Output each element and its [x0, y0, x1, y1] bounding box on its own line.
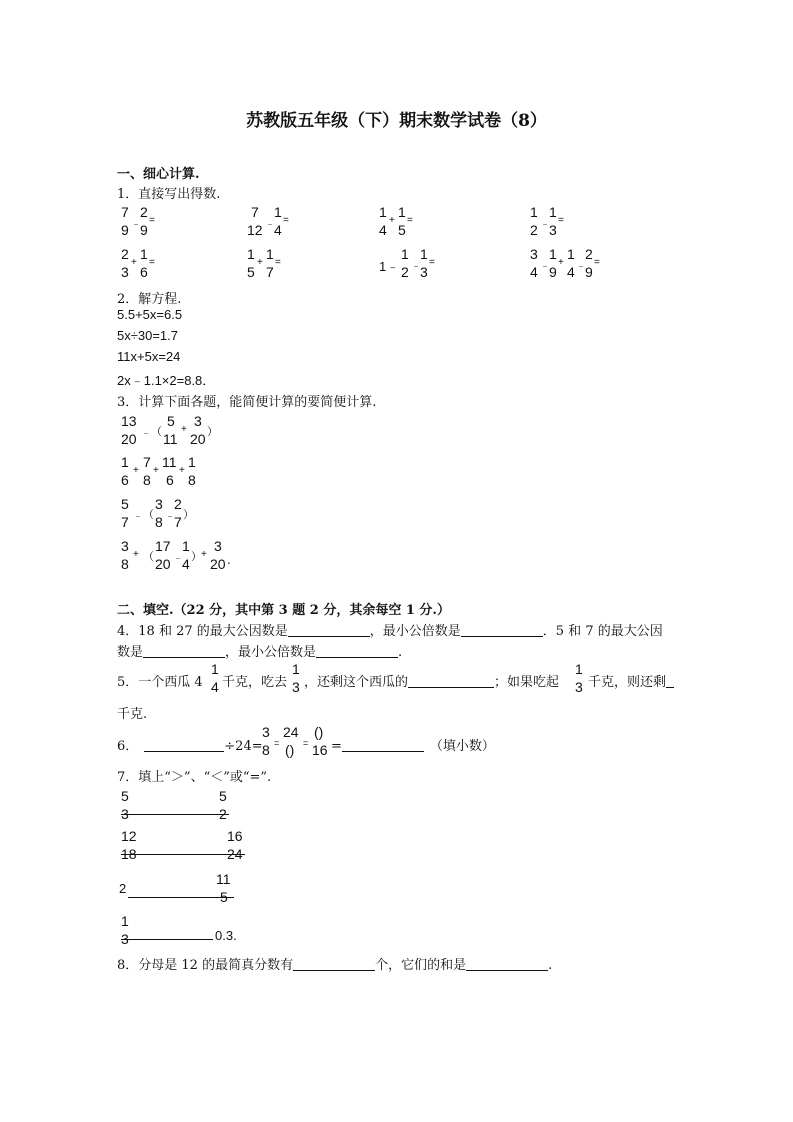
q3-fraction-denominator: 7 [121, 514, 129, 530]
q1-fraction-denominator: 12 [247, 222, 263, 238]
q1-fraction-denominator: 4 [567, 264, 575, 280]
q3-fraction-numerator: 1 [182, 538, 190, 554]
q7-left-fraction-numerator: 1 [121, 913, 129, 929]
q1-fraction-numerator: 2 [121, 246, 129, 262]
q1-fraction-denominator: 3 [121, 264, 129, 280]
q1-fraction-denominator: 9 [121, 222, 129, 238]
q6-line-start [117, 735, 263, 754]
q3-paren-close: ） [183, 509, 194, 521]
equation-4: 2x﹣1.1×2=8.8． [117, 373, 216, 388]
equation-1: 5.5+5x=6.5 [117, 307, 183, 322]
q6-blank-dividend[interactable] [144, 737, 224, 752]
q3-fraction-numerator: 11 [162, 454, 177, 470]
q1-fraction-denominator: 4 [530, 264, 538, 280]
q5-frac3-num: 1 [575, 661, 583, 677]
q3-operator: + [153, 465, 159, 476]
q1-equals: = [594, 257, 600, 268]
q7-right-fraction-numerator: 5 [219, 788, 227, 804]
q1-fraction-denominator: 6 [140, 264, 148, 280]
q3-operator: ﹣ [165, 511, 175, 522]
q1-fraction-numerator: 1 [274, 204, 282, 220]
q5-tail [588, 671, 674, 690]
q1-fraction-numerator: 1 [567, 246, 575, 262]
q3-fraction-numerator: 3 [121, 538, 129, 554]
q1-label: 1．直接写出得数. [117, 187, 221, 202]
q4-text-5: ，最小公倍数是 [225, 645, 317, 660]
q1-fraction-numerator: 1 [398, 204, 406, 220]
page-title: 苏教版五年级（下）期末数学试卷（8） [246, 111, 547, 131]
q1-fraction-denominator: 5 [247, 264, 255, 280]
q3-fraction-denominator: 20 [121, 431, 137, 447]
q7-blank-line[interactable] [121, 939, 213, 940]
q1-operator: + [131, 257, 137, 268]
q5-text-5: 千克，则还剩 [588, 675, 667, 690]
q7-right-value: 0.3. [215, 928, 237, 943]
q5-text-3: ，还剩这个西瓜的 [304, 675, 409, 690]
q4-line-1 [117, 620, 663, 639]
q4-text-1: 4．18 和 27 的最大公因数是 [117, 624, 288, 639]
q3-fraction-numerator: 17 [155, 538, 171, 554]
q1-operator: + [257, 257, 263, 268]
q1-fraction-denominator: 7 [266, 264, 274, 280]
q1-fraction-denominator: 4 [379, 222, 387, 238]
q3-paren-close: ） [191, 551, 202, 563]
q1-operator: ﹣ [131, 219, 141, 230]
q1-operator: ﹣ [540, 261, 550, 272]
q6-equals-3: = [331, 739, 342, 754]
q6-note: （填小数） [429, 739, 495, 754]
q7-right-fraction-denominator: 5 [220, 889, 228, 905]
q3-fraction-denominator: 8 [188, 472, 196, 488]
q7-left-fraction-denominator: 3 [121, 931, 129, 947]
q5-frac-den: 4 [211, 679, 219, 695]
q3-operator: + [201, 549, 207, 560]
q5-text-6: 千克. [117, 707, 148, 722]
q1-fraction-denominator: 5 [398, 222, 406, 238]
q3-paren-open: （ [151, 426, 162, 438]
q7-left-fraction-numerator: 5 [121, 788, 129, 804]
q7-blank-line[interactable] [128, 897, 234, 898]
q3-operator: ﹣ [133, 511, 143, 522]
q3-fraction-denominator: 6 [166, 472, 174, 488]
q3-fraction-numerator: 3 [194, 413, 202, 429]
q3-fraction-numerator: 1 [121, 454, 129, 470]
q3-fraction-denominator: 8 [155, 514, 163, 530]
q7-left-fraction-denominator: 18 [121, 846, 137, 862]
q1-fraction-numerator: 1 [401, 246, 409, 262]
q1-fraction-numerator: 2 [140, 204, 148, 220]
q3-paren-open: （ [143, 551, 154, 563]
q1-fraction-numerator: 1 [420, 246, 428, 262]
q1-fraction-denominator: 2 [401, 264, 409, 280]
q3-fraction-denominator: 20 [210, 556, 226, 572]
q3-fraction-denominator: 20 [155, 556, 171, 572]
q3-fraction-numerator: 5 [121, 496, 129, 512]
q5-blank-fraction[interactable] [408, 673, 494, 688]
q3-fraction-denominator: 6 [121, 472, 129, 488]
q1-equals: = [149, 257, 155, 268]
q1-fraction-numerator: 1 [266, 246, 274, 262]
q8-blank-sum[interactable] [466, 956, 548, 971]
q6-number: 6． [117, 739, 139, 754]
q1-fraction-denominator: 9 [140, 222, 148, 238]
equation-3: 11x+5x=24 [117, 349, 181, 364]
q7-blank-line[interactable] [121, 814, 229, 815]
q4-text-6: . [398, 645, 403, 660]
q3-paren-close: ） [207, 426, 218, 438]
q5-text-2: 千克，吃去 [222, 675, 288, 690]
q3-fraction-denominator: 4 [182, 556, 190, 572]
q8-text-3: . [548, 958, 553, 973]
q1-fraction-numerator: 1 [530, 204, 538, 220]
q7-right-fraction-numerator: 11 [216, 871, 231, 887]
q1-equals: = [149, 215, 155, 226]
q4-blank-gcd-2[interactable] [143, 643, 225, 658]
q7-right-fraction-denominator: 2 [219, 806, 227, 822]
q3-fraction-numerator: 1 [188, 454, 196, 470]
q3-fraction-numerator: 3 [214, 538, 222, 554]
q1-fraction-denominator: 4 [274, 222, 282, 238]
q4-line-2 [117, 641, 402, 660]
q5-frac2-num: 1 [292, 661, 300, 677]
q6-equals-2: = [303, 738, 309, 748]
q5-frac2-den: 3 [292, 679, 300, 695]
q3-fraction-numerator: 7 [143, 454, 151, 470]
q1-fraction-numerator: 7 [251, 204, 259, 220]
q2-label: 2．解方程. [117, 292, 182, 307]
q5-line [304, 671, 559, 690]
q1-fraction-denominator: 3 [549, 222, 557, 238]
q6-text-1: ÷24= [224, 739, 263, 754]
q1-fraction-numerator: 1 [549, 246, 557, 262]
q8-line [117, 954, 552, 973]
q5-text-1: 5．一个西瓜 4 [117, 675, 203, 690]
q1-operator: ﹣ [265, 219, 275, 230]
section-1-heading: 一、细心计算. [117, 167, 200, 182]
q3-fraction-denominator: 8 [143, 472, 151, 488]
q1-fraction-denominator: 2 [530, 222, 538, 238]
q3-operator: ﹣ [141, 428, 151, 439]
q3-label: 3．计算下面各题，能简便计算的要简便计算. [117, 395, 377, 410]
q1-equals: = [558, 215, 564, 226]
q1-fraction-denominator: 3 [420, 264, 428, 280]
q4-blank-lcm-2[interactable] [316, 643, 398, 658]
q6-f2-num: 24 [283, 724, 299, 740]
q4-text-2: ，最小公倍数是 [369, 624, 461, 639]
q1-operator: ﹣ [540, 219, 550, 230]
q5-frac3-den: 3 [575, 679, 583, 695]
q6-line-end [331, 735, 495, 754]
q3-fraction-numerator: 5 [167, 413, 175, 429]
q8-text-2: 个，它们的和是 [375, 958, 467, 973]
q3-operator: ﹣ [173, 553, 183, 564]
q6-f3-num: () [314, 724, 324, 740]
q1-equals: = [275, 257, 281, 268]
q7-left-whole: 2 [119, 881, 127, 896]
q4-text-3: ．5 和 7 的最大公因 [542, 624, 663, 639]
q3-fraction-denominator: 20 [190, 431, 206, 447]
q1-equals: = [429, 257, 435, 268]
q7-left-fraction-denominator: 3 [121, 806, 129, 822]
q6-f1-den: 8 [262, 742, 270, 758]
equation-2: 5x÷30=1.7 [117, 328, 178, 343]
q5-frac-num: 1 [211, 661, 219, 677]
q1-fraction-numerator: 1 [549, 204, 557, 220]
q6-f1-num: 3 [262, 724, 270, 740]
q1-equals: = [283, 215, 289, 226]
q7-right-fraction-denominator: 24 [227, 846, 243, 862]
q1-operator: + [389, 215, 395, 226]
q4-blank-gcd[interactable] [288, 622, 370, 637]
q1-fraction-numerator: 1 [379, 204, 387, 220]
q7-right-fraction-numerator: 16 [227, 828, 243, 844]
q1-operator: ﹣ [411, 261, 421, 272]
q7-left-fraction-numerator: 12 [121, 828, 137, 844]
q3-operator: + [133, 549, 139, 560]
section-2-heading: 二、填空.（22 分，其中第 3 题 2 分，其余每空 1 分.） [117, 603, 450, 618]
q8-text-1: 8．分母是 12 的最简真分数有 [117, 958, 294, 973]
q3-fraction-denominator: 11 [163, 431, 178, 447]
q3-operator: + [133, 465, 139, 476]
q1-fraction-numerator: 2 [585, 246, 593, 262]
q3-fraction-numerator: 2 [174, 496, 182, 512]
q3-fraction-numerator: 3 [155, 496, 163, 512]
q1-fraction-numerator: 1 [140, 246, 148, 262]
q4-blank-lcm[interactable] [461, 622, 543, 637]
q3-operator: + [179, 465, 185, 476]
q3-fraction-numerator: 13 [121, 413, 137, 429]
q6-blank-decimal[interactable] [342, 737, 424, 752]
q1-fraction-numerator: 1 [247, 246, 255, 262]
q1-fraction-numerator: 7 [121, 204, 129, 220]
q1-fraction-numerator: 3 [530, 246, 538, 262]
q5-text-4: ；如果吃起 [494, 675, 560, 690]
q7-label: 7．填上“＞”、“＜”或“=”. [117, 770, 272, 785]
q1-operator: ﹣ [576, 261, 586, 272]
q6-f2-den: () [285, 742, 295, 758]
q3-paren-open: （ [143, 509, 154, 521]
q1-equals: = [407, 215, 413, 226]
q7-blank-line[interactable] [121, 854, 245, 855]
q1-prefix: 1﹣ [379, 259, 400, 274]
q3-end: . [227, 552, 231, 567]
q4-text-4: 数是 [117, 645, 144, 660]
q3-fraction-denominator: 7 [174, 514, 182, 530]
q5-blank-kg[interactable] [666, 673, 674, 688]
q1-fraction-denominator: 9 [585, 264, 593, 280]
q3-fraction-denominator: 8 [121, 556, 129, 572]
q6-equals-1: = [274, 738, 280, 748]
q3-operator: + [181, 424, 187, 435]
q8-blank-count[interactable] [293, 956, 375, 971]
q6-f3-den: 16 [312, 742, 328, 758]
q1-operator: + [558, 257, 564, 268]
q1-fraction-denominator: 9 [549, 264, 557, 280]
